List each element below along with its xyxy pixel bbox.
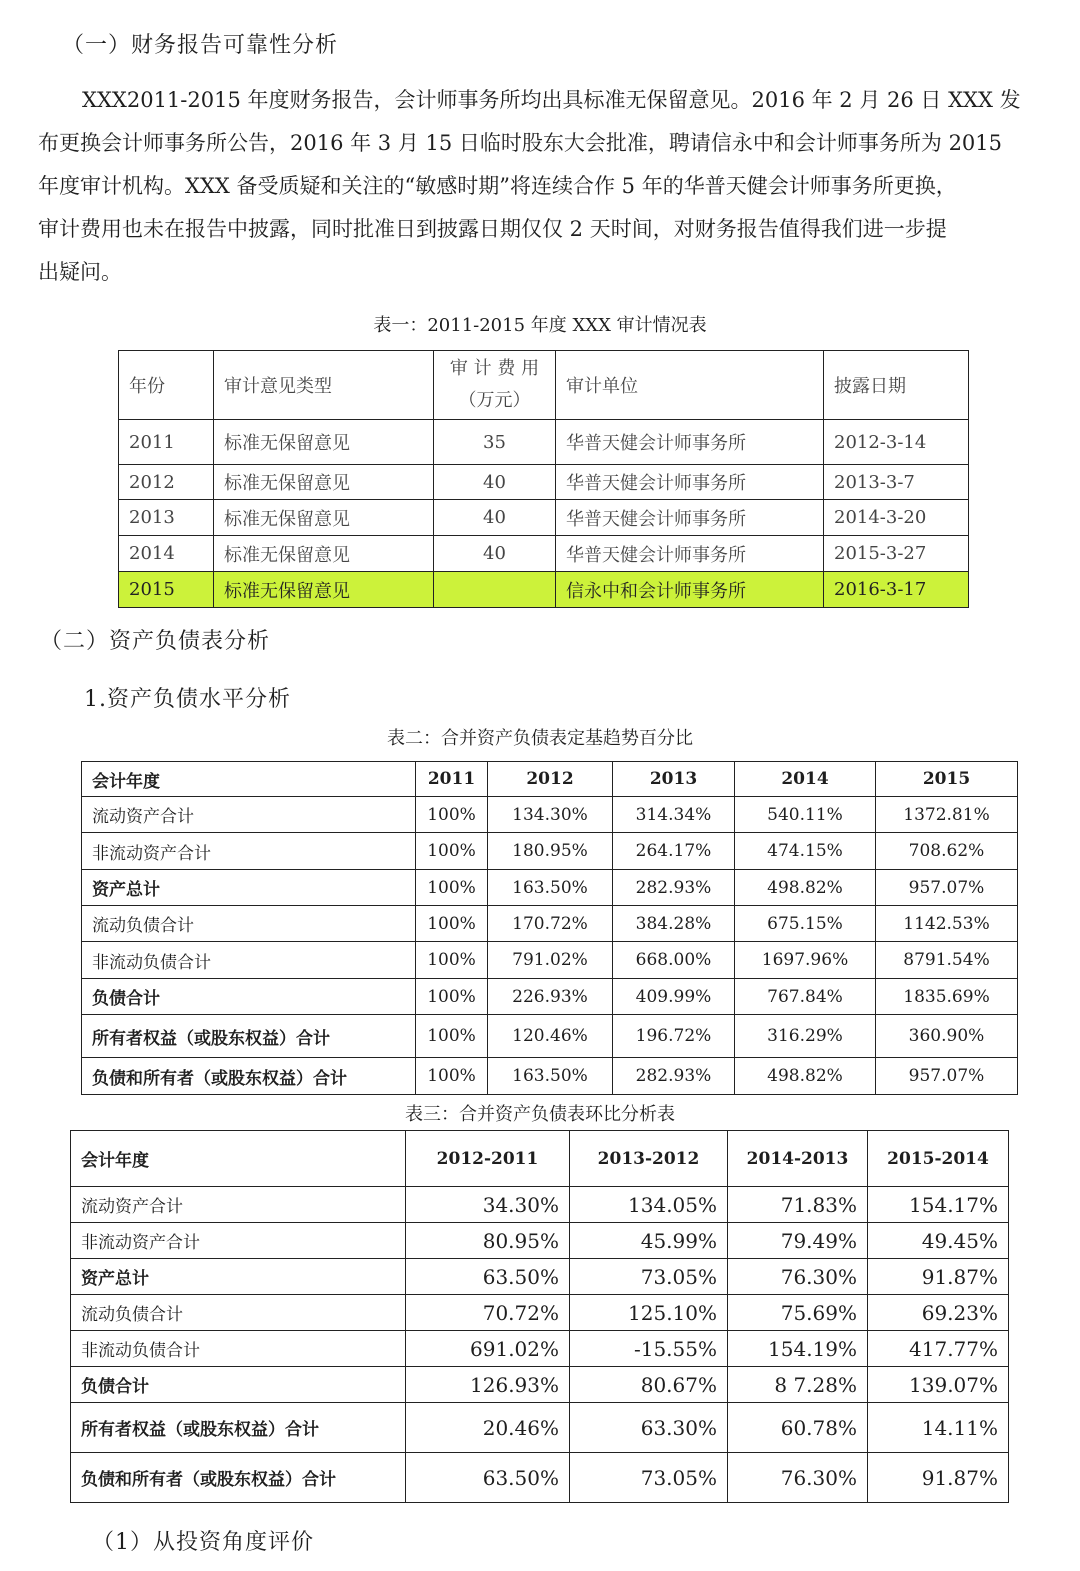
header-cell: 年份 bbox=[119, 351, 214, 420]
header-cell: 审计意见类型 bbox=[214, 351, 434, 420]
table-row bbox=[71, 1331, 1009, 1367]
cell-value: 691.02% bbox=[406, 1331, 570, 1367]
table-row bbox=[82, 1058, 1018, 1095]
cell-value: 314.34% bbox=[613, 797, 735, 833]
cell-fee: 35 bbox=[434, 420, 556, 465]
cell-value: 8 7.28% bbox=[728, 1367, 868, 1403]
header-cell-fee bbox=[434, 351, 556, 420]
cell-year: 2014 bbox=[119, 536, 214, 572]
cell-value: 100% bbox=[416, 906, 488, 942]
cell-value: 163.50% bbox=[488, 870, 613, 906]
paragraph-line: 审计费用也未在报告中披露，同时批准日到披露日期仅仅 2 天时间，对财务报告值得我们进一步提 bbox=[38, 217, 947, 241]
cell-value: 264.17% bbox=[613, 833, 735, 870]
cell-value: 63.30% bbox=[570, 1403, 728, 1453]
row-label: 负债合计 bbox=[82, 979, 416, 1015]
table-row bbox=[71, 1187, 1009, 1223]
table-header-row bbox=[119, 351, 969, 420]
table-row bbox=[119, 500, 969, 536]
cell-value: 63.50% bbox=[406, 1453, 570, 1503]
row-label: 非流动资产合计 bbox=[82, 833, 416, 870]
audit-table bbox=[118, 350, 969, 608]
cell-opinion: 标准无保留意见 bbox=[214, 465, 434, 500]
table-header-row bbox=[71, 1131, 1009, 1187]
table-row bbox=[82, 833, 1018, 870]
cell-year: 2012 bbox=[119, 465, 214, 500]
row-label: 所有者权益（或股东权益）合计 bbox=[71, 1403, 406, 1453]
cell-value: 540.11% bbox=[735, 797, 876, 833]
cell-value: 417.77% bbox=[868, 1331, 1009, 1367]
cell-value: 360.90% bbox=[876, 1015, 1018, 1058]
row-label: 所有者权益（或股东权益）合计 bbox=[82, 1015, 416, 1058]
row-label: 流动负债合计 bbox=[71, 1295, 406, 1331]
cell-date: 2013-3-7 bbox=[824, 465, 969, 500]
cell-value: 384.28% bbox=[613, 906, 735, 942]
cell-auditor: 华普天健会计师事务所 bbox=[556, 465, 824, 500]
cell-fee: 40 bbox=[434, 500, 556, 536]
cell-value: 791.02% bbox=[488, 942, 613, 979]
cell-value: 71.83% bbox=[728, 1187, 868, 1223]
cell-value: 1835.69% bbox=[876, 979, 1018, 1015]
table-row bbox=[71, 1453, 1009, 1503]
cell-value: 409.99% bbox=[613, 979, 735, 1015]
cell-value: 70.72% bbox=[406, 1295, 570, 1331]
header-fee-line1: 审 计 费 用 bbox=[449, 358, 540, 379]
cell-value: 73.05% bbox=[570, 1453, 728, 1503]
cell-value: 100% bbox=[416, 1015, 488, 1058]
cell-value: 49.45% bbox=[868, 1223, 1009, 1259]
row-label: 非流动负债合计 bbox=[71, 1331, 406, 1367]
cell-value: 1372.81% bbox=[876, 797, 1018, 833]
cell-value: 226.93% bbox=[488, 979, 613, 1015]
cell-value: 100% bbox=[416, 942, 488, 979]
table-row bbox=[119, 465, 969, 500]
cell-value: 120.46% bbox=[488, 1015, 613, 1058]
cell-value: 282.93% bbox=[613, 870, 735, 906]
cell-opinion: 标准无保留意见 bbox=[214, 420, 434, 465]
cell-value: 474.15% bbox=[735, 833, 876, 870]
table3-caption: 表三：合并资产负债表环比分析表 bbox=[405, 1104, 675, 1125]
header-cell: 2013-2012 bbox=[570, 1131, 728, 1187]
header-cell: 2013 bbox=[613, 762, 735, 797]
cell-value: 154.17% bbox=[868, 1187, 1009, 1223]
header-cell: 2015-2014 bbox=[868, 1131, 1009, 1187]
cell-opinion: 标准无保留意见 bbox=[214, 500, 434, 536]
cell-value: 80.95% bbox=[406, 1223, 570, 1259]
paragraph-line: 布更换会计师事务所公告，2016 年 3 月 15 日临时股东大会批准，聘请信永中和会计师事务所为 2015 bbox=[38, 131, 1003, 155]
cell-value: 498.82% bbox=[735, 870, 876, 906]
cell-value: 91.87% bbox=[868, 1259, 1009, 1295]
table-row bbox=[119, 420, 969, 465]
cell-value: 1697.96% bbox=[735, 942, 876, 979]
cell-value: 60.78% bbox=[728, 1403, 868, 1453]
sub-heading-balance-level: 1.资产负债水平分析 bbox=[84, 687, 291, 712]
cell-fee bbox=[434, 572, 556, 608]
cell-value: 163.50% bbox=[488, 1058, 613, 1095]
cell-value: 139.07% bbox=[868, 1367, 1009, 1403]
cell-value: 708.62% bbox=[876, 833, 1018, 870]
cell-value: 134.05% bbox=[570, 1187, 728, 1223]
row-label: 资产总计 bbox=[82, 870, 416, 906]
cell-date: 2014-3-20 bbox=[824, 500, 969, 536]
row-label: 流动资产合计 bbox=[71, 1187, 406, 1223]
row-label: 流动资产合计 bbox=[82, 797, 416, 833]
table-row bbox=[71, 1367, 1009, 1403]
cell-value: 45.99% bbox=[570, 1223, 728, 1259]
header-cell: 2012 bbox=[488, 762, 613, 797]
cell-value: 100% bbox=[416, 979, 488, 1015]
paragraph-reliability bbox=[38, 79, 1050, 294]
cell-value: 282.93% bbox=[613, 1058, 735, 1095]
section-heading-balance-sheet: （二）资产负债表分析 bbox=[40, 629, 271, 654]
cell-year: 2013 bbox=[119, 500, 214, 536]
cell-auditor: 华普天健会计师事务所 bbox=[556, 536, 824, 572]
header-cell: 审计单位 bbox=[556, 351, 824, 420]
paragraph-line: 出疑问。 bbox=[38, 260, 122, 284]
row-label: 流动负债合计 bbox=[82, 906, 416, 942]
table-row bbox=[119, 536, 969, 572]
header-cell: 2015 bbox=[876, 762, 1018, 797]
table-row bbox=[71, 1403, 1009, 1453]
cell-value: 76.30% bbox=[728, 1259, 868, 1295]
cell-value: 957.07% bbox=[876, 870, 1018, 906]
cell-value: 134.30% bbox=[488, 797, 613, 833]
header-cell: 披露日期 bbox=[824, 351, 969, 420]
cell-year: 2011 bbox=[119, 420, 214, 465]
cell-value: 154.19% bbox=[728, 1331, 868, 1367]
cell-value: 668.00% bbox=[613, 942, 735, 979]
cell-value: 125.10% bbox=[570, 1295, 728, 1331]
table-row bbox=[82, 870, 1018, 906]
cell-auditor: 华普天健会计师事务所 bbox=[556, 420, 824, 465]
row-label: 资产总计 bbox=[71, 1259, 406, 1295]
table-row bbox=[82, 797, 1018, 833]
cell-fee: 40 bbox=[434, 536, 556, 572]
cell-date: 2016-3-17 bbox=[824, 572, 969, 608]
header-cell: 2012-2011 bbox=[406, 1131, 570, 1187]
row-label: 非流动资产合计 bbox=[71, 1223, 406, 1259]
cell-value: 100% bbox=[416, 1058, 488, 1095]
period-comparison-table bbox=[70, 1130, 1009, 1503]
section-heading-reliability: （一）财务报告可靠性分析 bbox=[62, 33, 339, 58]
cell-fee: 40 bbox=[434, 465, 556, 500]
row-label: 负债合计 bbox=[71, 1367, 406, 1403]
cell-value: 34.30% bbox=[406, 1187, 570, 1223]
table1-caption: 表一：2011-2015 年度 XXX 审计情况表 bbox=[373, 315, 707, 336]
cell-value: 63.50% bbox=[406, 1259, 570, 1295]
header-fee-line2: （万元） bbox=[458, 390, 531, 411]
cell-value: 126.93% bbox=[406, 1367, 570, 1403]
header-cell: 会计年度 bbox=[82, 762, 416, 797]
cell-value: 73.05% bbox=[570, 1259, 728, 1295]
paragraph-line: 年度审计机构。XXX 备受质疑和关注的“敏感时期”将连续合作 5 年的华普天健会计师事务所更换， bbox=[38, 174, 957, 198]
cell-value: 196.72% bbox=[613, 1015, 735, 1058]
paragraph-line: XXX2011-2015 年度财务报告，会计师事务所均出具标准无保留意见。2016 年 2 月 26 日 XXX 发 bbox=[82, 88, 1021, 112]
cell-value: 76.30% bbox=[728, 1453, 868, 1503]
header-cell: 会计年度 bbox=[71, 1131, 406, 1187]
cell-value: 14.11% bbox=[868, 1403, 1009, 1453]
section-heading-investment: （1）从投资角度评价 bbox=[92, 1530, 314, 1555]
cell-value: 80.67% bbox=[570, 1367, 728, 1403]
cell-value: 100% bbox=[416, 870, 488, 906]
cell-auditor: 信永中和会计师事务所 bbox=[556, 572, 824, 608]
row-label: 非流动负债合计 bbox=[82, 942, 416, 979]
cell-value: 957.07% bbox=[876, 1058, 1018, 1095]
header-cell: 2014 bbox=[735, 762, 876, 797]
row-label: 负债和所有者（或股东权益）合计 bbox=[71, 1453, 406, 1503]
table-header-row bbox=[82, 762, 1018, 797]
cell-value: 767.84% bbox=[735, 979, 876, 1015]
cell-opinion: 标准无保留意见 bbox=[214, 572, 434, 608]
cell-value: 91.87% bbox=[868, 1453, 1009, 1503]
table-row bbox=[71, 1259, 1009, 1295]
row-label: 负债和所有者（或股东权益）合计 bbox=[82, 1058, 416, 1095]
header-cell: 2011 bbox=[416, 762, 488, 797]
table-row bbox=[71, 1223, 1009, 1259]
cell-value: 170.72% bbox=[488, 906, 613, 942]
table-row bbox=[82, 906, 1018, 942]
cell-value: -15.55% bbox=[570, 1331, 728, 1367]
cell-value: 498.82% bbox=[735, 1058, 876, 1095]
cell-value: 79.49% bbox=[728, 1223, 868, 1259]
table-row-highlighted bbox=[119, 572, 969, 608]
cell-date: 2015-3-27 bbox=[824, 536, 969, 572]
cell-value: 675.15% bbox=[735, 906, 876, 942]
cell-year: 2015 bbox=[119, 572, 214, 608]
header-cell: 2014-2013 bbox=[728, 1131, 868, 1187]
table2-caption: 表二：合并资产负债表定基趋势百分比 bbox=[387, 728, 693, 749]
table-row bbox=[82, 942, 1018, 979]
cell-value: 8791.54% bbox=[876, 942, 1018, 979]
cell-auditor: 华普天健会计师事务所 bbox=[556, 500, 824, 536]
cell-value: 69.23% bbox=[868, 1295, 1009, 1331]
cell-value: 100% bbox=[416, 833, 488, 870]
table-row bbox=[82, 1015, 1018, 1058]
cell-opinion: 标准无保留意见 bbox=[214, 536, 434, 572]
cell-date: 2012-3-14 bbox=[824, 420, 969, 465]
table-row bbox=[71, 1295, 1009, 1331]
trend-percentage-table bbox=[81, 761, 1018, 1095]
cell-value: 180.95% bbox=[488, 833, 613, 870]
cell-value: 100% bbox=[416, 797, 488, 833]
cell-value: 316.29% bbox=[735, 1015, 876, 1058]
cell-value: 75.69% bbox=[728, 1295, 868, 1331]
cell-value: 20.46% bbox=[406, 1403, 570, 1453]
table-row bbox=[82, 979, 1018, 1015]
cell-value: 1142.53% bbox=[876, 906, 1018, 942]
